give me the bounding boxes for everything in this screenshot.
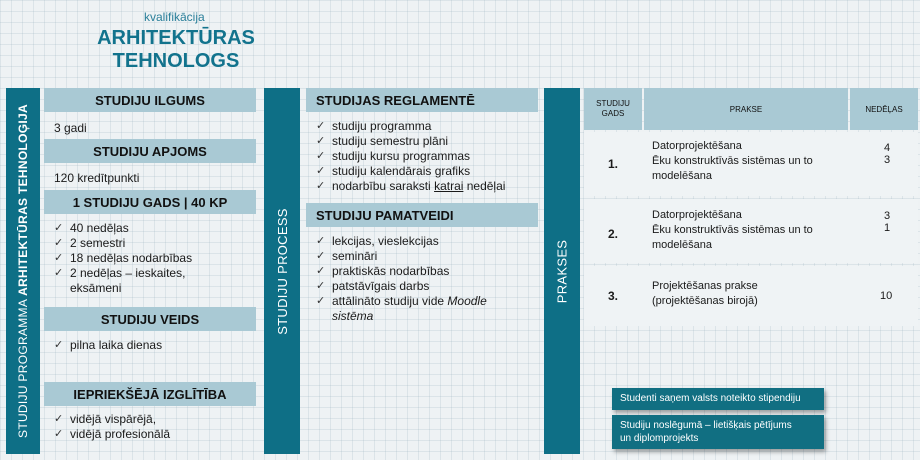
row-internship (652, 139, 813, 184)
list-item (314, 134, 540, 149)
stipend-note: Studenti saņem valsts noteikto stipendiju (612, 388, 824, 410)
volume-header: STUDIJU APJOMS (44, 139, 256, 163)
check-icon: ✓ (316, 165, 326, 177)
list-item (52, 338, 252, 353)
check-icon: ✓ (316, 235, 326, 247)
process-bar (264, 88, 300, 454)
process-bar-text: STUDIJU PROCESS (274, 207, 290, 335)
list-item (314, 149, 540, 164)
year-list (52, 221, 252, 296)
row-internship (652, 279, 758, 309)
qualification-title-line2: TEHNOLOGS (112, 50, 240, 72)
list-item-text: studiju kursu programmas (332, 149, 471, 163)
volume-value: 120 kredītpunkti (54, 171, 140, 185)
list-item (52, 251, 252, 266)
program-bar-text (16, 104, 30, 438)
study-mode-header: STUDIJU VEIDS (44, 307, 256, 331)
row-internship-line: modelēšana (652, 170, 712, 182)
methods-header: STUDIJU PAMATVEIDI (306, 203, 538, 227)
list-item-text: 40 nedēļas (70, 221, 129, 235)
list-item (52, 281, 252, 296)
check-icon: ✓ (54, 267, 64, 279)
check-icon: ✓ (316, 280, 326, 292)
study-mode-list (52, 338, 252, 353)
qualification-label: kvalifikācija (144, 10, 205, 24)
list-item (52, 427, 252, 442)
row-internship-line: Ēku konstruktīvās sistēmas un to (652, 155, 813, 167)
table-header-weeks: NEDĒĻAS (850, 88, 918, 130)
row-internship (652, 208, 813, 253)
graduation-note-line1: Studiju noslēgumā – lietišķais pētījums (620, 420, 792, 431)
list-item-text-b: nedēļai (463, 179, 506, 193)
list-item-text: pilna laika dienas (70, 338, 163, 352)
row-weeks-value: 3 (884, 210, 891, 222)
row-year: 3. (608, 289, 619, 303)
check-icon: ✓ (316, 150, 326, 162)
check-icon: ✓ (54, 413, 64, 425)
row-weeks (884, 142, 890, 166)
row-internship-line: Ēku konstruktīvās sistēmas un to (652, 224, 813, 236)
check-icon: ✓ (54, 339, 64, 351)
list-item-text: studiju kalendārais grafiks (332, 164, 471, 178)
list-item (314, 179, 540, 194)
list-item-text: eksāmeni (70, 281, 122, 295)
row-weeks (884, 210, 890, 234)
prior-education-header: IEPRIEKŠĒJĀ IZGLĪTĪBA (44, 382, 256, 406)
row-weeks-value: 10 (880, 290, 893, 302)
list-item (314, 279, 540, 294)
table-header-internship: PRAKSE (644, 88, 848, 130)
list-item (314, 234, 540, 249)
list-item-text: patstāvīgais darbs (332, 279, 430, 293)
list-item-text: 2 semestri (70, 236, 126, 250)
list-item-text: lekcijas, vieslekcijas (332, 234, 439, 248)
list-item (52, 412, 252, 427)
graduation-note (612, 415, 824, 449)
list-item (314, 309, 540, 324)
row-weeks-value: 4 (884, 142, 891, 154)
list-item-text: 2 nedēļas – ieskaites, (70, 266, 186, 280)
duration-header: STUDIJU ILGUMS (44, 88, 256, 112)
list-item-text-a: attālināto studiju vide (332, 294, 448, 308)
row-weeks (880, 290, 892, 302)
check-icon: ✓ (54, 428, 64, 440)
list-item (314, 119, 540, 134)
list-item (52, 221, 252, 236)
check-icon: ✓ (54, 237, 64, 249)
check-icon: ✓ (316, 265, 326, 277)
check-icon: ✓ (54, 222, 64, 234)
row-weeks-value: 1 (884, 222, 891, 234)
check-icon: ✓ (54, 252, 64, 264)
year-header: 1 STUDIJU GADS | 40 KP (44, 190, 256, 214)
row-internship-line: Datorprojektēšana (652, 209, 742, 221)
row-weeks-value: 3 (884, 154, 891, 166)
list-item (52, 236, 252, 251)
methods-list (314, 234, 540, 324)
row-internship-line: Projektēšanas prakse (652, 280, 758, 292)
list-item-text: vidējā profesionālā (70, 427, 171, 441)
list-item-text: semināri (332, 249, 378, 263)
list-item-text: 18 nedēļas nodarbības (70, 251, 193, 265)
list-item-text: vidējā vispārējā, (70, 412, 157, 426)
check-icon: ✓ (316, 120, 326, 132)
internship-table (584, 88, 918, 326)
list-item-text-italic: Moodle (447, 294, 487, 308)
qualification-title (92, 27, 260, 73)
row-internship-line: modelēšana (652, 239, 712, 251)
check-icon: ✓ (316, 250, 326, 262)
list-item (314, 164, 540, 179)
program-prefix: STUDIJU PROGRAMMA (16, 295, 31, 438)
internship-bar (544, 88, 580, 454)
table-header-year: STUDIJU GADS (584, 88, 642, 130)
list-item-text-underlined: katrai (434, 179, 464, 193)
prior-education-list (52, 412, 252, 442)
row-internship-line: (projektēšanas birojā) (652, 295, 758, 307)
check-icon: ✓ (316, 135, 326, 147)
check-icon: ✓ (316, 180, 326, 192)
graduation-note-line2: un diplomprojekts (620, 433, 699, 444)
list-item (314, 264, 540, 279)
list-item (314, 294, 540, 309)
regulation-header: STUDIJAS REGLAMENTĒ (306, 88, 538, 112)
qualification-title-line1: ARHITEKTŪRAS (97, 27, 255, 49)
row-year: 2. (608, 227, 619, 241)
regulation-list (314, 119, 540, 194)
row-internship-line: Datorprojektēšana (652, 140, 742, 152)
list-item-text-a: nodarbību saraksti (332, 179, 435, 193)
list-item-text: praktiskās nodarbības (332, 264, 450, 278)
row-year: 1. (608, 157, 619, 171)
list-item (52, 266, 252, 281)
check-icon: ✓ (316, 295, 326, 307)
duration-value: 3 gadi (54, 121, 87, 135)
program-name: ARHITEKTŪRAS TEHNOLOĢIJA (16, 104, 31, 296)
program-bar (6, 88, 40, 454)
list-item (314, 249, 540, 264)
list-item-text-italic: sistēma (332, 309, 374, 323)
list-item-text: studiju semestru plāni (332, 134, 449, 148)
list-item-text: studiju programma (332, 119, 432, 133)
internship-bar-text: PRAKSES (554, 239, 570, 303)
